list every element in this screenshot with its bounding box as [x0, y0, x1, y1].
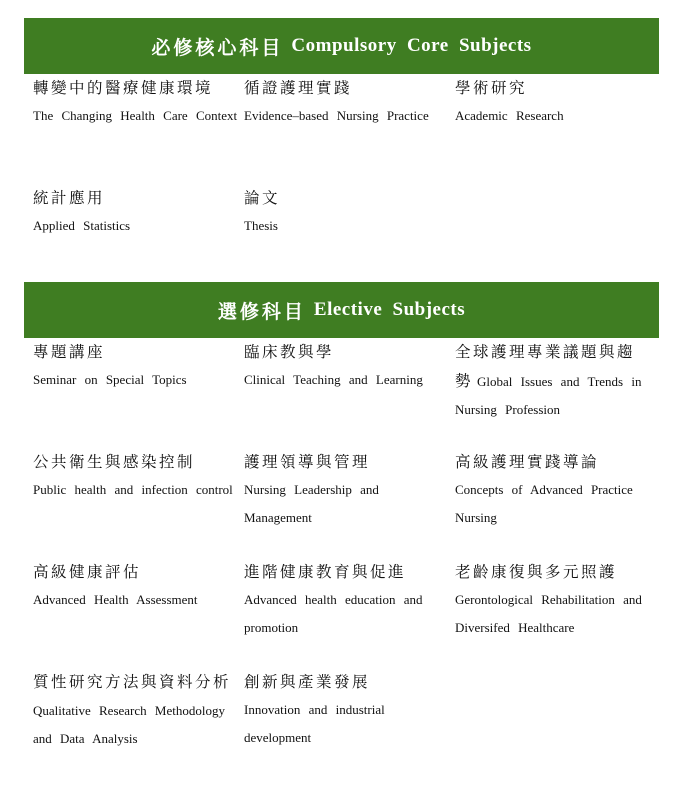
subject-name-en: Evidence–based Nursing Practice: [244, 108, 429, 123]
subject-item: [33, 184, 244, 294]
subject-name-en: Clinical Teaching and Learning: [244, 372, 423, 387]
subject-name-zh: 臨床教與學: [244, 343, 335, 361]
elective-subjects-grid: [33, 338, 653, 778]
elective-section-header: [24, 282, 659, 338]
subject-item: [33, 74, 244, 184]
subject-name-en: Qualitative Research Methodology and Data Analysis: [33, 703, 225, 746]
core-subjects-grid: [33, 74, 653, 294]
core-title-zh: 必修核心科目: [151, 37, 284, 59]
subject-item: [244, 558, 455, 668]
subject-item: [33, 338, 244, 448]
subject-name-en: Applied Statistics: [33, 218, 131, 233]
subject-name-zh: 高級健康評估: [33, 563, 142, 581]
subject-name-zh: 轉變中的醫療健康環境: [33, 79, 214, 97]
subject-item: [455, 338, 653, 448]
subject-item: [33, 448, 244, 558]
subject-item: [244, 184, 455, 294]
subject-item: [455, 448, 653, 558]
subject-name-en: Gerontological Rehabilitation and Diversifed Healthcare: [455, 592, 642, 635]
core-section-header: [24, 18, 659, 74]
subject-name-zh: 學術研究: [455, 79, 528, 97]
subject-name-zh: 創新與產業發展: [244, 673, 371, 691]
core-title-en: Compulsory Core Subjects: [291, 35, 532, 56]
subject-name-zh: 公共衛生與感染控制: [33, 453, 196, 471]
subject-item: [244, 448, 455, 558]
subject-name-en: Advanced Health Assessment: [33, 592, 198, 607]
elective-title-zh: 選修科目: [217, 301, 306, 323]
subject-name-en: The Changing Health Care Context: [33, 108, 238, 123]
subject-name-en: Concepts of Advanced Practice Nursing: [455, 482, 633, 525]
subject-name-zh: 老齡康復與多元照護: [455, 563, 618, 581]
subject-name-zh: 質性研究方法與資料分析: [33, 673, 232, 691]
subject-name-en: Academic Research: [455, 108, 564, 123]
subject-item: [33, 668, 244, 778]
subject-name-zh: 論文: [244, 189, 281, 207]
subject-item: [244, 338, 455, 448]
subject-name-en: Seminar on Special Topics: [33, 372, 187, 387]
subject-item: [455, 74, 653, 184]
subject-item: [33, 558, 244, 668]
subject-name-zh: 進階健康教育與促進: [244, 563, 407, 581]
subject-name-en: Nursing Leadership and Management: [244, 482, 379, 525]
subject-name-en: Innovation and industrial development: [244, 702, 385, 745]
subject-name-zh: 專題講座: [33, 343, 106, 361]
subject-name-zh: 全球護理專業議題與趨勢: [455, 343, 636, 390]
subject-name-en: Advanced health education and promotion: [244, 592, 423, 635]
subject-item: [244, 74, 455, 184]
subject-name-zh: 高級護理實踐導論: [455, 453, 600, 471]
subject-item: [244, 668, 455, 778]
subject-name-zh: 循證護理實踐: [244, 79, 353, 97]
subject-name-en: Public health and infection control: [33, 482, 233, 497]
elective-title-en: Elective Subjects: [313, 299, 466, 320]
subject-name-en: Global Issues and Trends in Nursing Profession: [455, 374, 642, 417]
subject-name-zh: 統計應用: [33, 189, 106, 207]
subject-item: [455, 558, 653, 668]
subject-name-en: Thesis: [244, 218, 278, 233]
subject-name-zh: 護理領導與管理: [244, 453, 371, 471]
